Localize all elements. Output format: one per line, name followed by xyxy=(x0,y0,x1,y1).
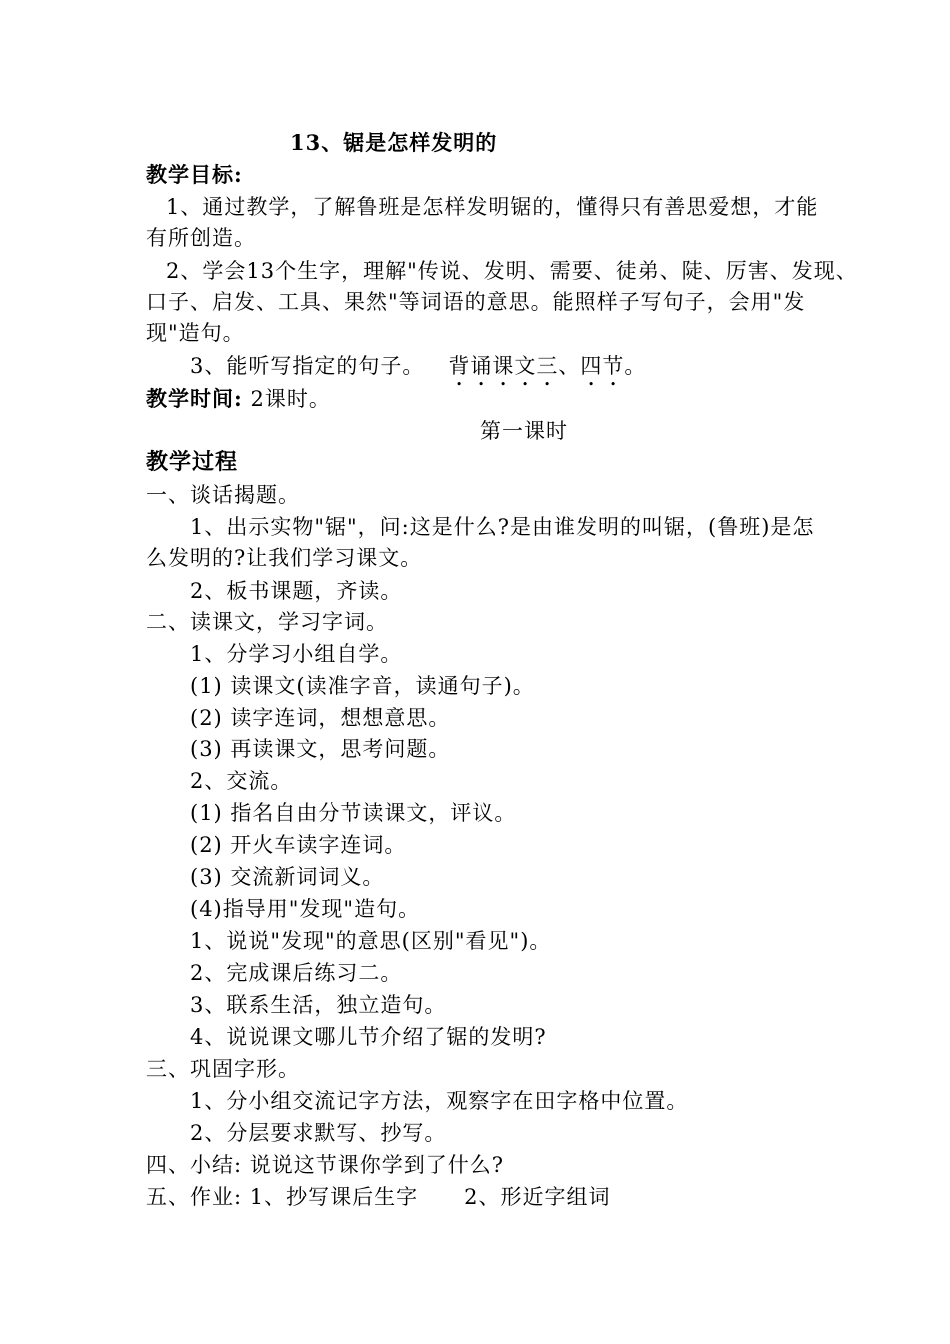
goals-heading: 教学目标: xyxy=(146,162,243,187)
section-3-heading: 三、巩固字形。 xyxy=(146,1057,300,1081)
section-2-step-4: 4、说说课文哪儿节介绍了锯的发明? xyxy=(190,1025,547,1049)
section-2-item-1-sub-3: (3) 再读课文，思考问题。 xyxy=(190,737,451,761)
goal-2-line-2: 口子、启发、工具、果然"等词语的意思。能照样子写句子，会用"发 xyxy=(146,290,806,314)
goal-1-line-1: 1、通过教学，了解鲁班是怎样发明锯的，懂得只有善思爱想，才能 xyxy=(166,195,819,219)
process-heading: 教学过程 xyxy=(146,449,239,475)
section-2-item-2-sub-1: (1) 指名自由分节读课文，评议。 xyxy=(190,801,517,825)
goal-3-text: 3、能听写指定的句子。 xyxy=(190,354,425,378)
goal-1-line-2: 有所创造。 xyxy=(146,226,256,250)
section-2-step-2: 2、完成课后练习二。 xyxy=(190,961,403,985)
section-2-item-2-sub-3: (3) 交流新词词义。 xyxy=(190,865,385,889)
goal-2-line-1: 2、学会13个生字，理解"传说、发明、需要、徒弟、陡、厉害、发现、 xyxy=(166,259,858,283)
section-2-item-1-sub-2: (2) 读字连词，想想意思。 xyxy=(190,706,451,730)
section-3-item-2: 2、分层要求默写、抄写。 xyxy=(190,1121,447,1145)
section-2-item-2: 2、交流。 xyxy=(190,769,293,793)
section-1-item-1-line-2: 么发明的?让我们学习课文。 xyxy=(146,546,423,570)
section-1-item-1-line-1: 1、出示实物"锯"，问:这是什么?是由谁发明的叫锯，(鲁班)是怎 xyxy=(190,515,815,539)
section-4-summary: 四、小结: 说说这节课你学到了什么? xyxy=(146,1153,505,1177)
section-2-heading: 二、读课文，学习字词。 xyxy=(146,610,388,634)
lesson-label: 第一课时 xyxy=(480,419,568,443)
section-2-step-3: 3、联系生活，独立造句。 xyxy=(190,993,447,1017)
section-5-homework: 五、作业: 1、抄写课后生字 2、形近字组词 xyxy=(146,1185,611,1209)
section-2-item-2-sub-2: (2) 开火车读字连词。 xyxy=(190,833,407,857)
page-title: 13、锯是怎样发明的 xyxy=(290,130,498,155)
section-2-item-1-sub-1: (1) 读课文(读准字音，读通句子)。 xyxy=(190,674,535,698)
teaching-time-label: 教学时间: xyxy=(146,386,243,411)
section-2-item-2-sub-4: (4)指导用"发现"造句。 xyxy=(190,897,421,921)
section-2-item-1: 1、分学习小组自学。 xyxy=(190,642,403,666)
teaching-time xyxy=(146,383,331,415)
section-3-item-1: 1、分小组交流记字方法，观察字在田字格中位置。 xyxy=(190,1089,689,1113)
goal-3-recite-text: 背诵课文三、四节。 xyxy=(448,354,647,378)
teaching-time-value: 2课时。 xyxy=(250,387,331,411)
goal-2-line-3: 现"造句。 xyxy=(146,321,245,345)
section-2-step-1: 1、说说"发现"的意思(区别"看见")。 xyxy=(190,929,552,953)
section-1-item-2: 2、板书课题，齐读。 xyxy=(190,579,403,603)
section-1-heading: 一、谈话揭题。 xyxy=(146,483,300,507)
